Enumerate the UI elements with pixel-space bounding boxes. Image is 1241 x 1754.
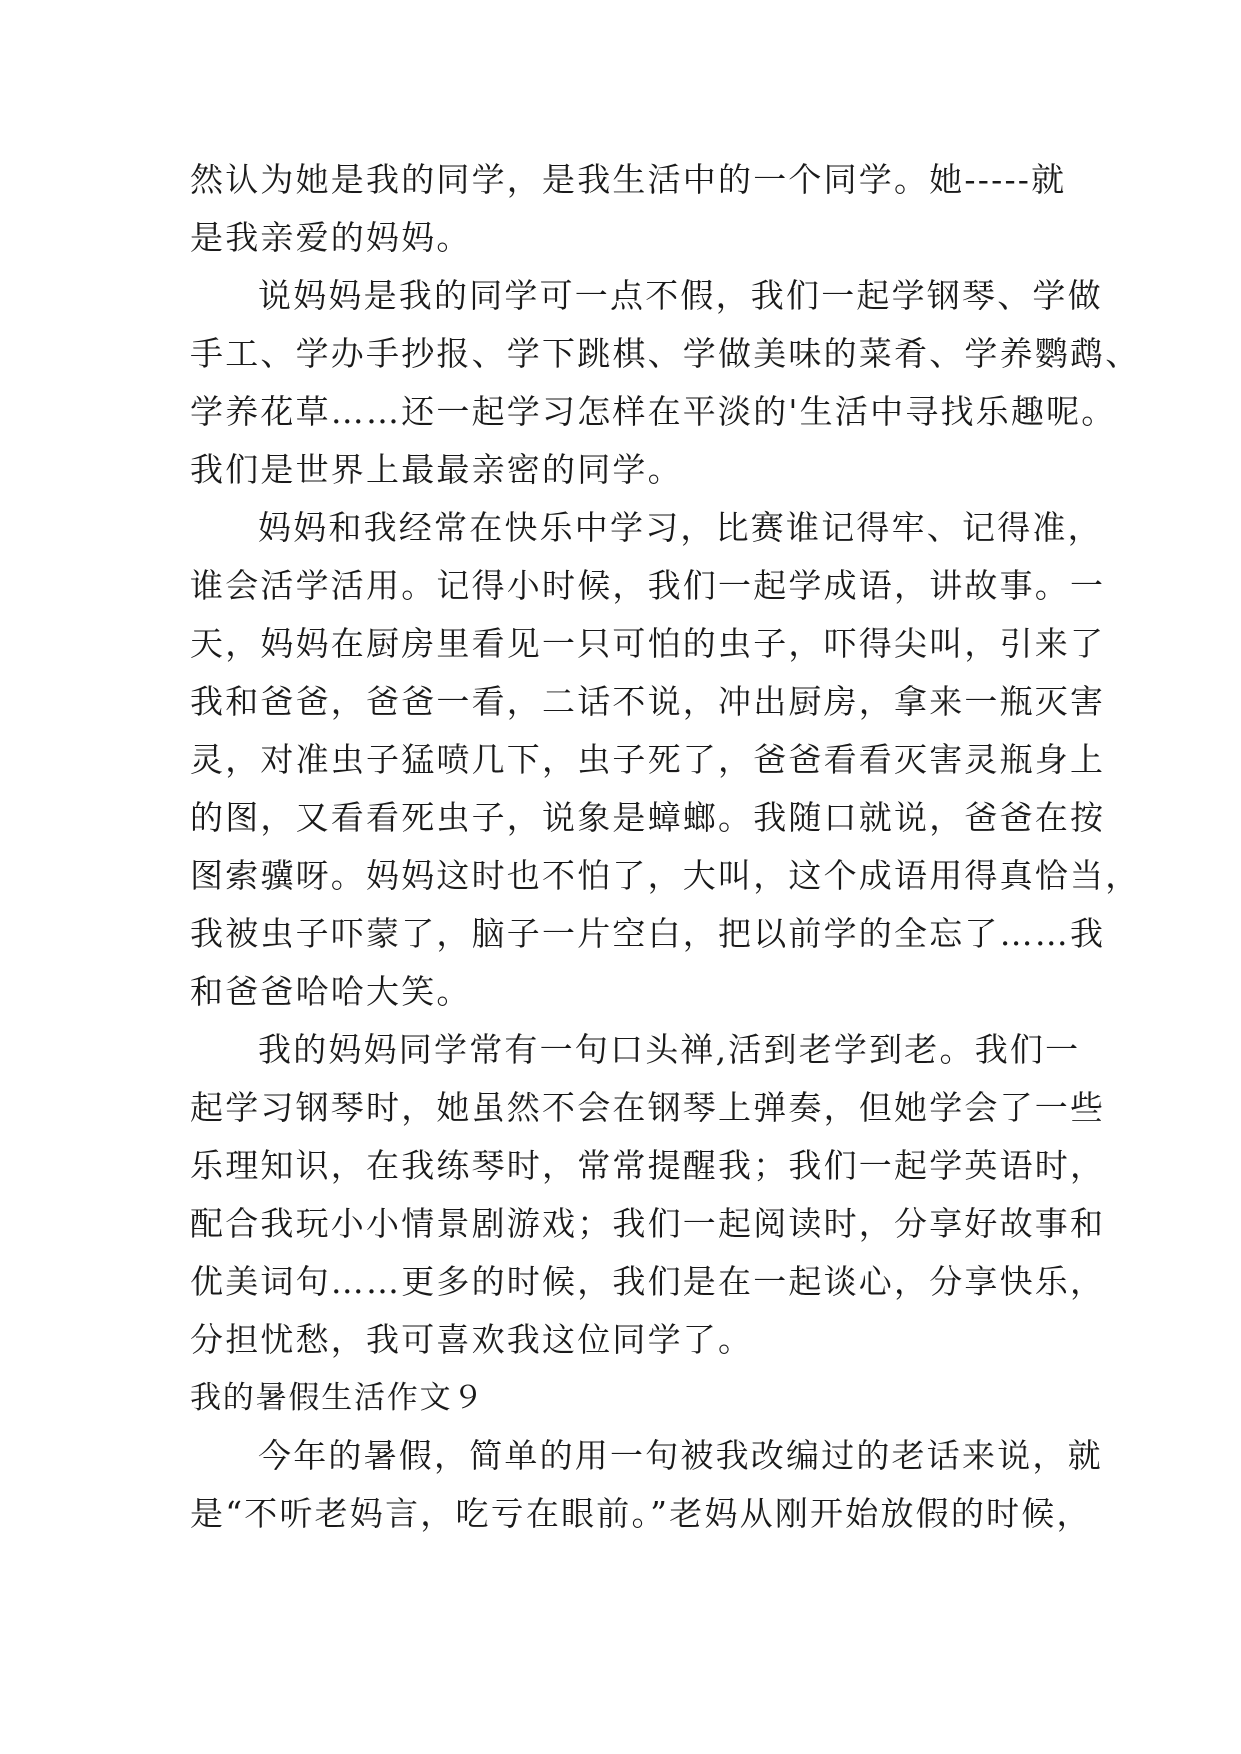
text-line: 学养花草……还一起学习怎样在平淡的'生活中寻找乐趣呢。 (190, 392, 1117, 431)
text-line: 我的妈妈同学常有一句口头禅,活到老学到老。我们一 (258, 1030, 1081, 1069)
text-line: 妈妈和我经常在快乐中学习，比赛谁记得牢、记得准， (258, 508, 1103, 547)
text-line: 乐理知识，在我练琴时，常常提醒我；我们一起学英语时， (190, 1146, 1106, 1185)
text-line: 图索骥呀。妈妈这时也不怕了，大叫，这个成语用得真恰当， (190, 856, 1141, 895)
text-line: 的图，又看看死虫子，说象是蟑螂。我随口就说，爸爸在按 (190, 798, 1106, 837)
text-line: 和爸爸哈哈大笑。 (190, 972, 472, 1011)
text-line: 今年的暑假，简单的用一句被我改编过的老话来说，就 (258, 1436, 1103, 1475)
text-line: 分担忧愁，我可喜欢我这位同学了。 (190, 1320, 754, 1359)
text-line: 说妈妈是我的同学可一点不假，我们一起学钢琴、学做 (258, 276, 1103, 315)
section-heading: 我的暑假生活作文９ (190, 1380, 486, 1416)
text-line: 优美词句……更多的时候，我们是在一起谈心，分享快乐， (190, 1262, 1106, 1301)
text-line: 然认为她是我的同学，是我生活中的一个同学。她-----就 (190, 160, 1067, 199)
text-line: 谁会活学活用。记得小时候，我们一起学成语，讲故事。一 (190, 566, 1106, 605)
text-line: 我被虫子吓蒙了，脑子一片空白，把以前学的全忘了……我 (190, 914, 1106, 953)
text-line: 我们是世界上最最亲密的同学。 (190, 450, 683, 489)
text-line: 我和爸爸，爸爸一看，二话不说，冲出厨房，拿来一瓶灭害 (190, 682, 1106, 721)
text-line: 手工、学办手抄报、学下跳棋、学做美味的菜肴、学养鹦鹉、 (190, 334, 1141, 373)
text-line: 灵，对准虫子猛喷几下，虫子死了，爸爸看看灭害灵瓶身上 (190, 740, 1106, 779)
text-line: 起学习钢琴时，她虽然不会在钢琴上弹奏，但她学会了一些 (190, 1088, 1106, 1127)
text-line: 天，妈妈在厨房里看见一只可怕的虫子，吓得尖叫，引来了 (190, 624, 1106, 663)
text-line: 配合我玩小小情景剧游戏；我们一起阅读时，分享好故事和 (190, 1204, 1106, 1243)
text-line: 是“不听老妈言，吃亏在眼前。”老妈从刚开始放假的时候， (190, 1494, 1092, 1533)
text-line: 是我亲爱的妈妈。 (190, 218, 472, 257)
